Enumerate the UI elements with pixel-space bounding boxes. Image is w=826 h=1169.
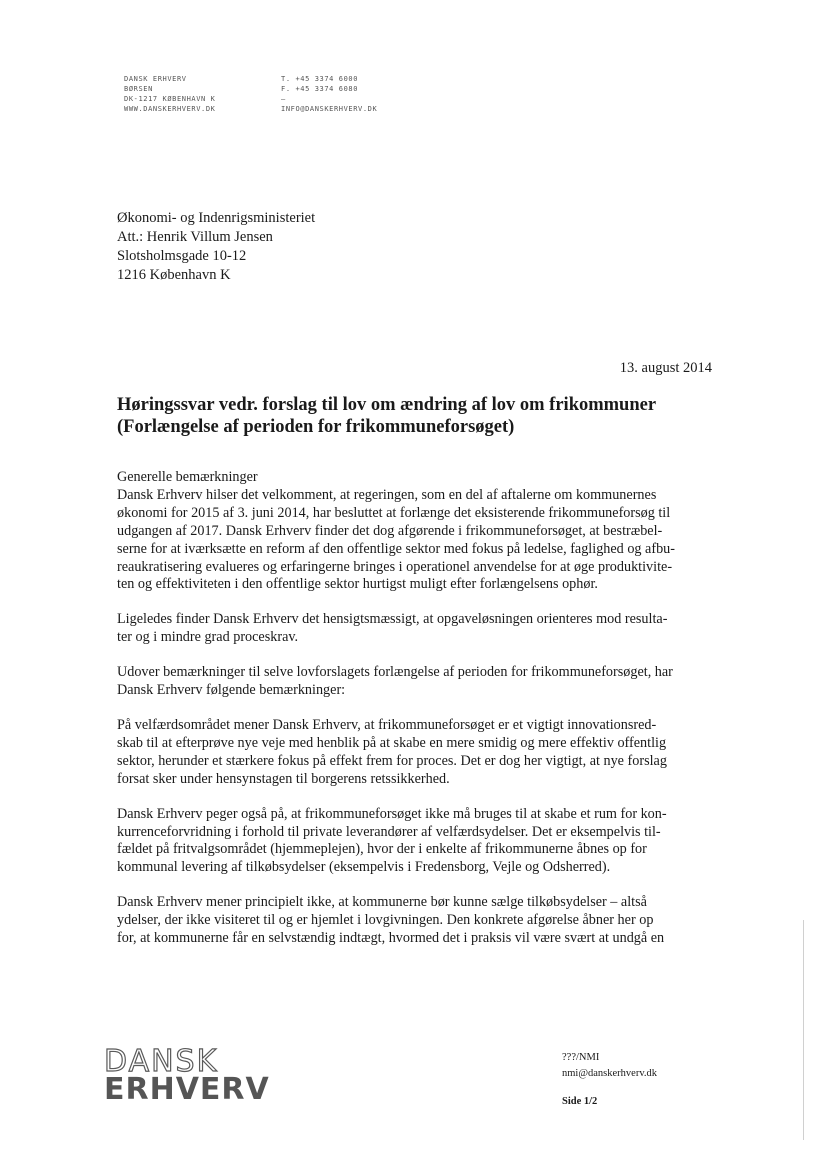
paragraph — [117, 611, 717, 647]
text-line: Ligeledes finder Dansk Erhverv det hensigtsmæssigt, at opgaveløsningen orienteres mod resulta- — [117, 611, 668, 628]
text-line: serne for at iværksætte en reform af den offentlige sektor med fokus på ledelse, faglighed og afbu- — [117, 540, 675, 557]
page-number: Side 1/2 — [562, 1096, 598, 1107]
text-line: Dansk Erhverv mener principielt ikke, at kommunerne bør kunne sælge tilkøbsydelser – altså — [117, 894, 647, 911]
text-line: Dansk Erhverv hilser det velkomment, at regeringen, som en del af aftalerne om kommunernes — [117, 486, 657, 503]
recipient-line: Att.: Henrik Villum Jensen — [117, 229, 273, 245]
letter-title — [117, 394, 717, 438]
paragraph — [117, 894, 717, 948]
scan-edge — [803, 920, 804, 1140]
recipient-line: 1216 København K — [117, 267, 231, 283]
section-heading: Generelle bemærkninger — [117, 469, 258, 485]
text-line: ydelser, der ikke visiteret til og er hjemlet i lovgivningen. Den konkrete afgørelse åbner her op — [117, 912, 654, 929]
paragraph — [117, 717, 717, 789]
text-line: Udover bemærkninger til selve lovforslagets forlængelse af perioden for frikommuneforsøget, har — [117, 664, 673, 681]
letterhead-contact — [281, 74, 377, 114]
text-line: reaukratisering evalueres og erfaringerne bringes i operationel anvendelse for at øge produktivite- — [117, 558, 673, 575]
paragraph — [117, 487, 717, 594]
text-line: På velfærdsområdet mener Dansk Erhverv, at frikommuneforsøget er et vigtigt innovationsred- — [117, 716, 657, 733]
text-line: udgangen af 2017. Dansk Erhverv finder det dog afgørende i frikommuneforsøget, at bestræbel- — [117, 522, 663, 539]
logo-text-top: DANSK — [104, 1044, 219, 1079]
footer-info — [562, 1050, 657, 1110]
dansk-erhverv-logo — [104, 1044, 270, 1107]
paragraph — [117, 806, 717, 878]
letterhead-website: WWW.DANSKERHVERV.DK — [124, 105, 216, 113]
letterhead-line: DK-1217 KØBENHAVN K — [124, 95, 216, 103]
text-line: sektor, herunder et stærkere fokus på effekt frem for proces. Det er dog her vigtigt, at nye forslag — [117, 752, 667, 769]
text-line: ter og i mindre grad proceskrav. — [117, 629, 299, 646]
text-line: Dansk Erhverv peger også på, at frikommuneforsøget ikke må bruges til at skabe et rum for kon- — [117, 805, 667, 822]
text-line: ten og effektiviteten i den offentlige sektor hurtigst muligt efter forlængelsens ophør. — [117, 576, 598, 593]
recipient-line: Slotsholmsgade 10-12 — [117, 248, 247, 264]
reference: ???/NMI — [562, 1052, 600, 1063]
text-line: kurrenceforvridning i forhold til private leverandører af velfærdsydelser. Det er eksempelvis til- — [117, 823, 661, 840]
recipient-address — [117, 209, 315, 285]
text-line: fældet på fritvalgsområdet (hjemmeplejen), hvor der i enkelte af frikommunerne åbnes op for — [117, 841, 647, 858]
letterhead-dash: – — [281, 95, 286, 103]
text-line: kommunal levering af tilkøbsydelser (eksempelvis i Fredensborg, Vejle og Odsherred). — [117, 859, 611, 876]
logo-text-bottom: ERHVERV — [104, 1072, 270, 1107]
letterhead-line: DANSK ERHVERV — [124, 75, 187, 83]
title-line: Høringssvar vedr. forslag til lov om ændring af lov om frikommuner — [117, 395, 657, 415]
text-line: Dansk Erhverv følgende bemærkninger: — [117, 682, 346, 699]
paragraph — [117, 664, 717, 700]
text-line: forsat sker under hensynstagen til borgerens retssikkerhed. — [117, 770, 450, 787]
letterhead-phone: T. +45 3374 6000 — [281, 75, 359, 83]
title-line: (Forlængelse af perioden for frikommuneforsøget) — [117, 417, 515, 437]
letterhead-email: INFO@DANSKERHVERV.DK — [281, 105, 378, 113]
letterhead-address — [124, 74, 215, 114]
letterhead-line: BØRSEN — [124, 85, 153, 93]
letterhead-fax: F. +45 3374 6080 — [281, 85, 359, 93]
recipient-line: Økonomi- og Indenrigsministeriet — [117, 210, 316, 226]
text-line: for, at kommunerne får en selvstændig indtægt, hvormed det i praksis vil være svært at undgå en — [117, 930, 665, 947]
contact-email: nmi@danskerhverv.dk — [562, 1068, 658, 1079]
text-line: skab til at efterprøve nye veje med henblik på at skabe en mere smidig og mere effektiv offentlig — [117, 734, 667, 751]
letter-body — [117, 469, 717, 965]
text-line: økonomi for 2015 af 3. juni 2014, har besluttet at forlænge det eksisterende frikommuneforsøg til — [117, 504, 671, 521]
letter-date: 13. august 2014 — [619, 360, 712, 376]
